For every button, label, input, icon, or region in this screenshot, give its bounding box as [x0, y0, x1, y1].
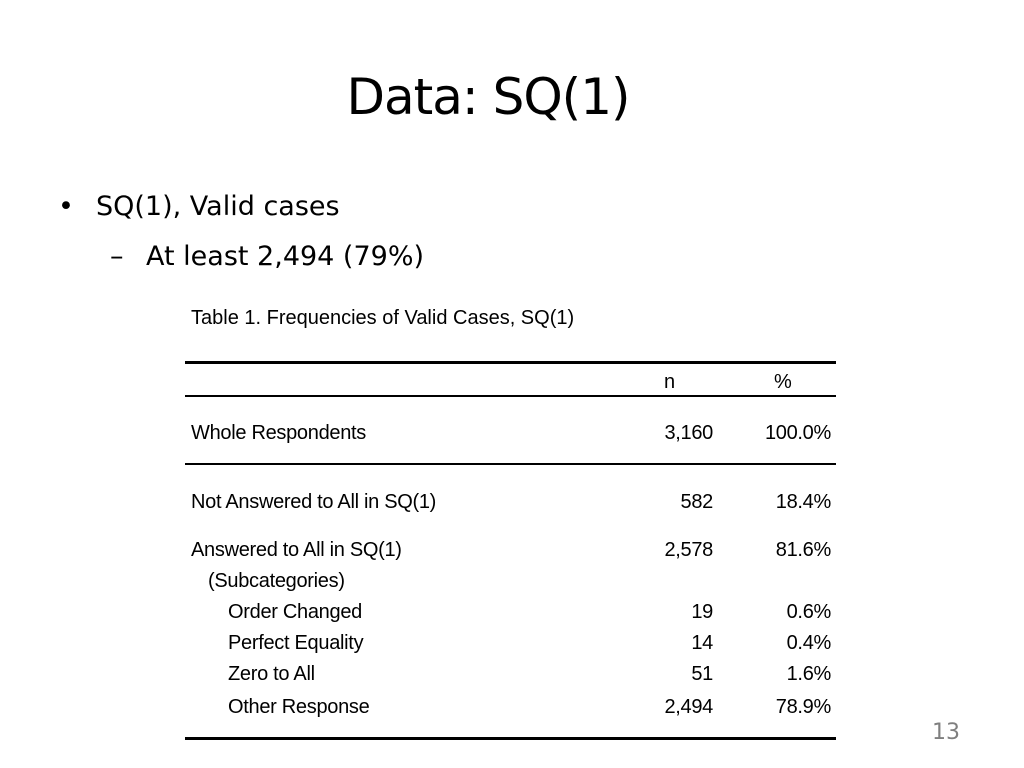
row-label: (Subcategories) [208, 570, 345, 592]
row-label: Whole Respondents [191, 422, 367, 444]
row-pct: 0.6% [786, 601, 831, 623]
row-label: Answered to All in SQ(1) [191, 539, 402, 561]
header-rule [185, 395, 836, 397]
row-n: 19 [691, 601, 713, 623]
table-caption: Table 1. Frequencies of Valid Cases, SQ(1) [191, 307, 575, 329]
slide-title: Data: SQ(1) [346, 68, 630, 126]
bullet-text: At least 2,494 (79%) [146, 241, 425, 272]
row-pct: 18.4% [775, 491, 831, 513]
bullet-level-2 [110, 238, 424, 276]
row-pct: 81.6% [775, 539, 831, 561]
row-n: 582 [680, 491, 713, 513]
table-top-rule [185, 361, 836, 364]
row-n: 2,578 [664, 539, 713, 561]
row-label: Perfect Equality [228, 632, 364, 654]
row-pct: 78.9% [775, 696, 831, 718]
row-pct: 1.6% [786, 663, 831, 685]
header-n: n [664, 371, 675, 393]
section-rule [185, 463, 836, 465]
bullet-text: SQ(1), Valid cases [96, 191, 340, 222]
row-pct: 100.0% [764, 422, 831, 444]
row-label: Zero to All [228, 663, 315, 685]
page-number: 13 [932, 720, 960, 745]
bullet-marker: – [110, 241, 124, 272]
bullet-marker: • [58, 191, 74, 222]
row-pct: 0.4% [786, 632, 831, 654]
table-bottom-rule [185, 737, 836, 740]
row-label: Not Answered to All in SQ(1) [191, 491, 437, 513]
row-n: 14 [691, 632, 713, 654]
header-pct: % [774, 371, 792, 393]
row-label: Other Response [228, 696, 370, 718]
row-label: Order Changed [228, 601, 362, 623]
row-n: 51 [691, 663, 713, 685]
row-n: 2,494 [664, 696, 713, 718]
bullet-level-1 [58, 188, 340, 226]
row-n: 3,160 [664, 422, 713, 444]
